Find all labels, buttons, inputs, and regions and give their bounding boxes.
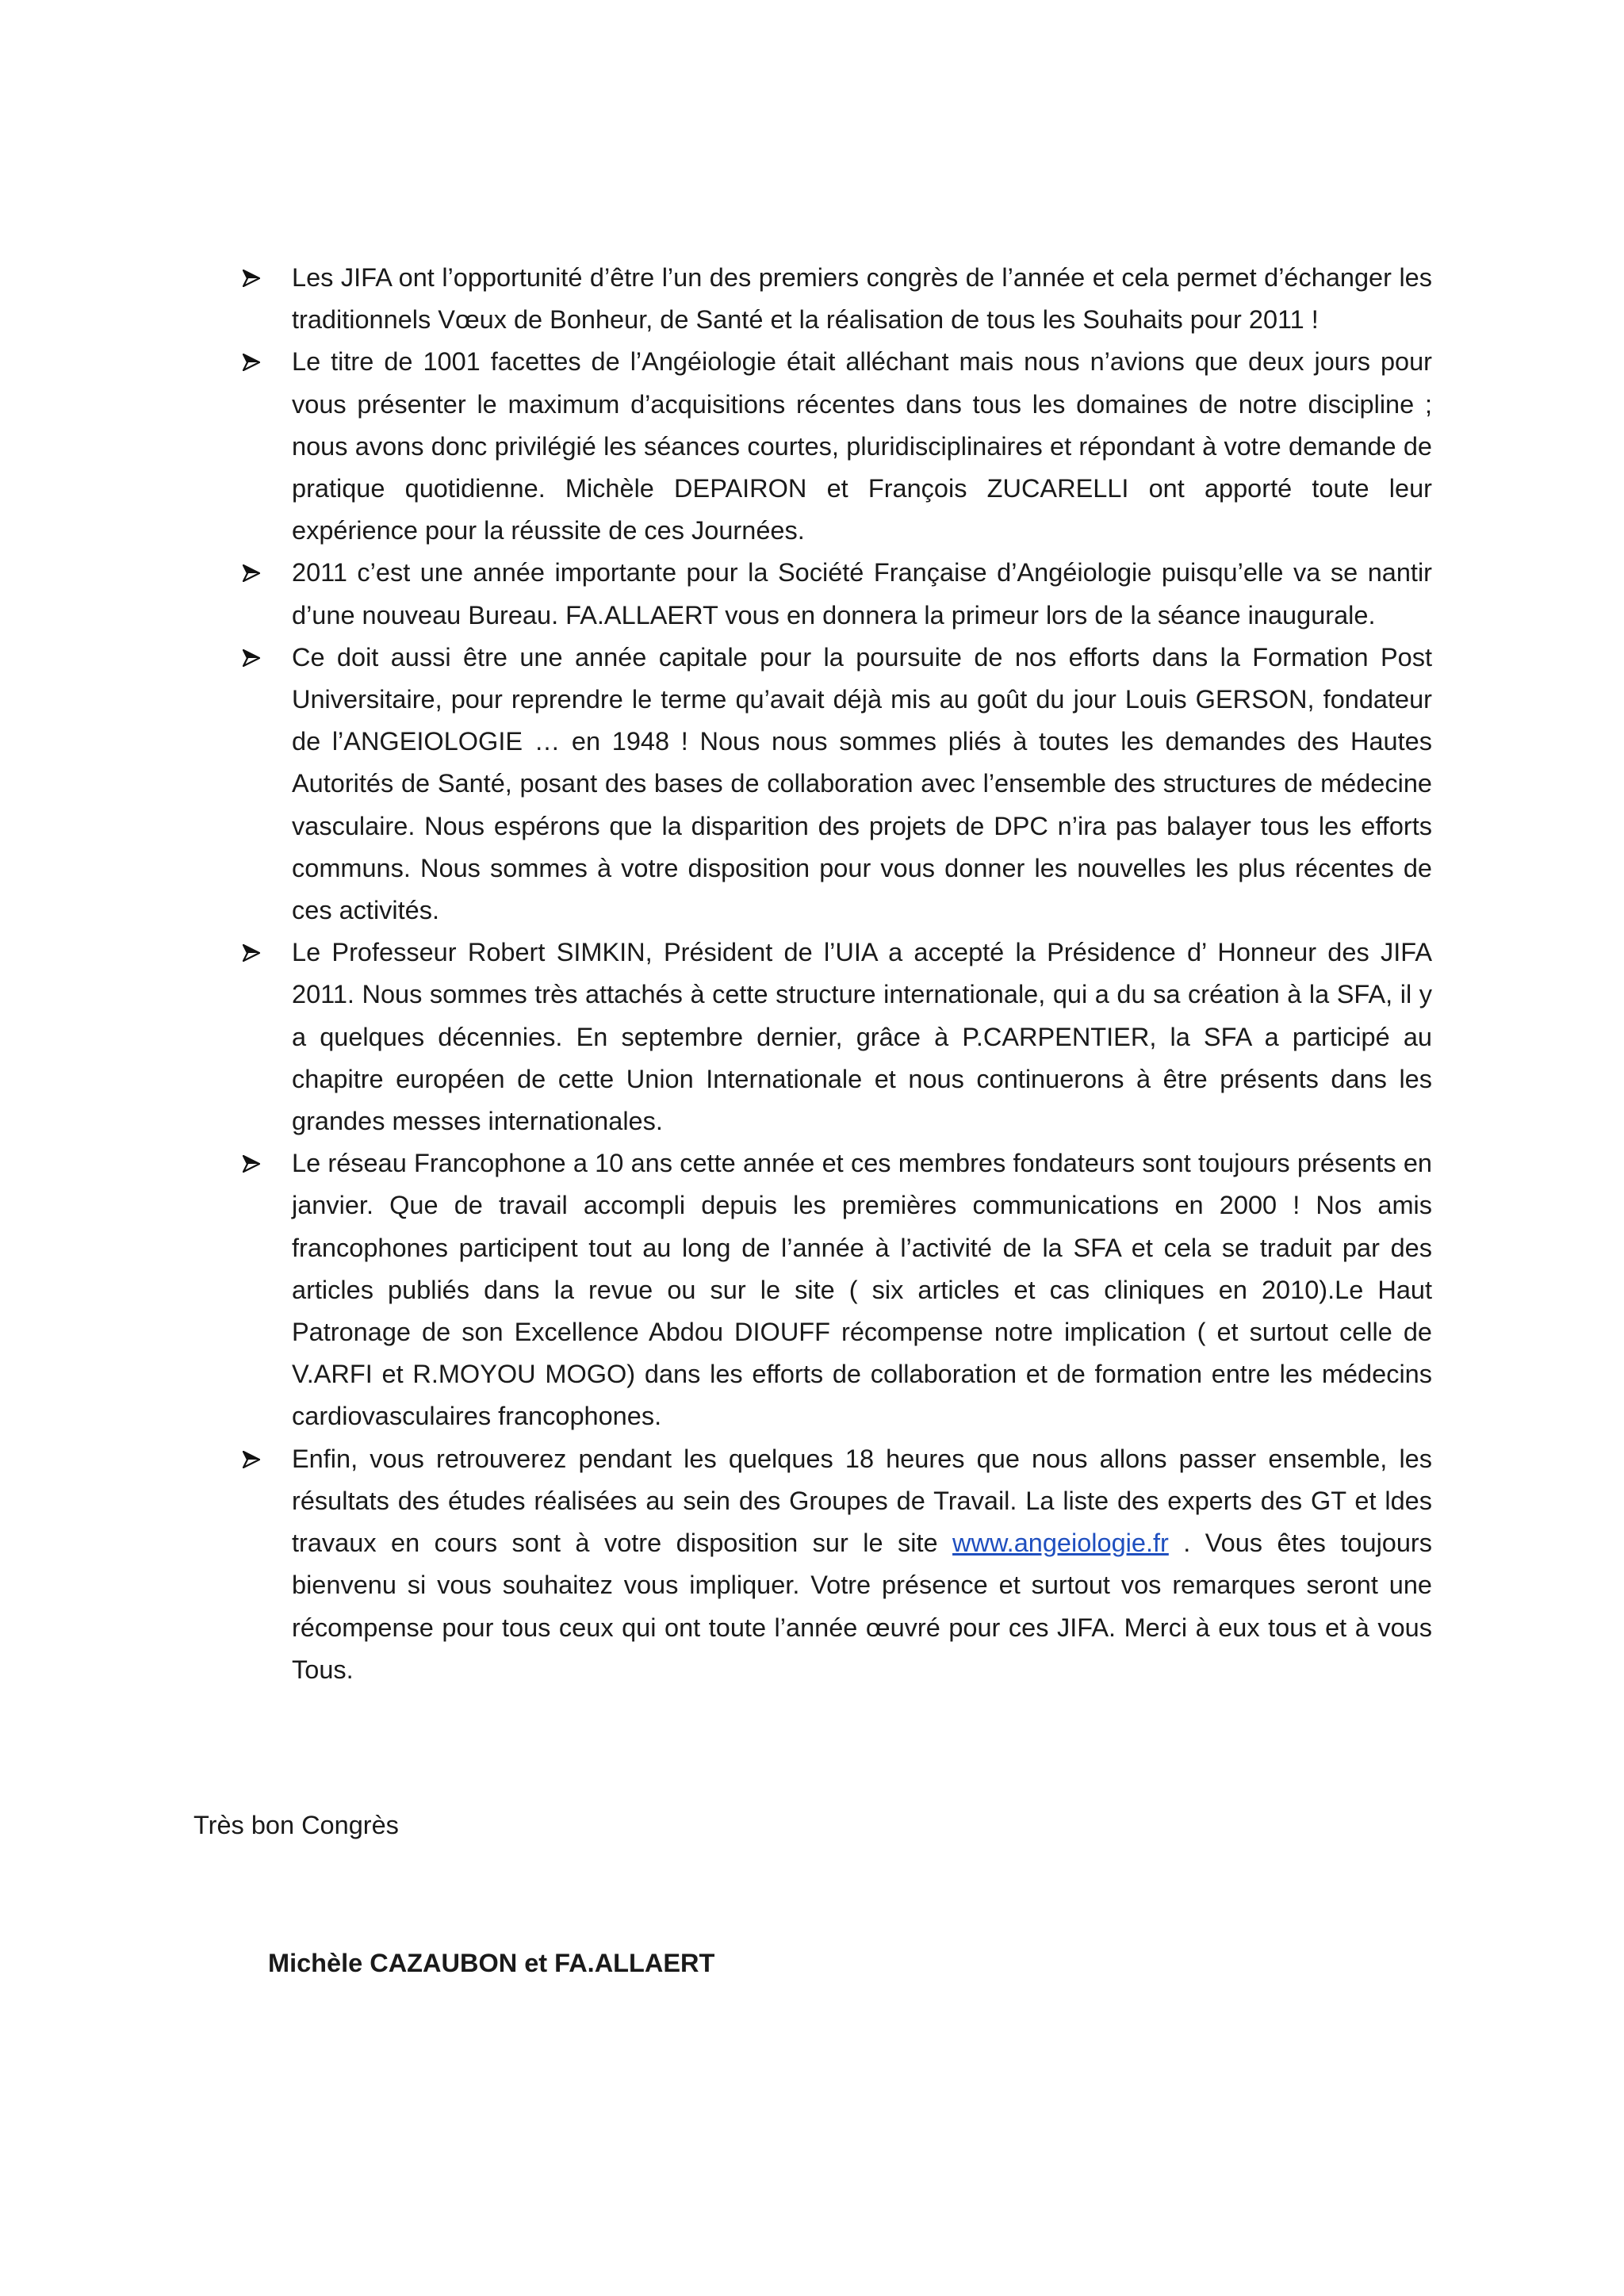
bullet-item-bureau [238,552,1432,636]
bullet-item-francophone [238,1142,1432,1437]
arrowhead-bullet-icon [243,354,260,371]
bullet-text: Le Professeur Robert SIMKIN, Président de l’UIA a accepté la Présidence d’ Honneur des JIFA 2011. Nous sommes très attachés à cette structure internationale, qui a du sa création à la SFA, il y a quelques décennies. En septembre dernier, grâce à P.CARPENTIER, la SFA a participé au chapitre européen de cette Union Internationale et nous continuerons à être présents dans les grandes messes internationales. [292,938,1432,1136]
bullet-text: Le réseau Francophone a 10 ans cette année et ces membres fondateurs sont toujours présents en janvier. Que de travail accompli depuis les premières communications en 2000 ! Nos amis francophones participent tout au long de l’année à l’activité de la SFA et cela se traduit par des articles publiés dans la revue ou sur le site ( six articles et cas cliniques en 2010).Le Haut Patronage de son Excellence Abdou DIOUFF récompense notre implication ( et surtout celle de V.ARFI et R.MOYOU MOGO) dans les efforts de collaboration et de formation entre les médecins cardiovasculaires francophones. [292,1149,1432,1431]
bullet-text [292,1445,1432,1684]
signature: Michèle CAZAUBON et FA.ALLAERT [268,1949,715,1977]
closing-line: Très bon Congrès [193,1811,399,1839]
bullet-text-part: . Vous êtes toujours bienvenu si vous souhaitez vous impliquer. Votre présence et surtout vos remarques seront une récompense pour tous ceux qui ont toute l’année œuvré pour ces JIFA. Merci à eux tous et à vous Tous. [292,1529,1433,1684]
bullet-text: 2011 c’est une année importante pour la Société Française d’Angéiologie puisqu’elle va se nantir d’une nouveau Bureau. FA.ALLAERT vous en donnera la primeur lors de la séance inaugurale. [292,558,1432,629]
bullet-text-part: Enfin, vous retrouverez pendant les quelques 18 heures que nous allons passer ensemble, les résultats des études réalisées au sein des Groupes de Travail. La liste des experts des GT et ldes travaux en cours sont à votre disposition sur le site [292,1444,1432,1558]
bullet-list [238,257,1432,1691]
bullet-text: Le titre de 1001 facettes de l’Angéiologie était alléchant mais nous n’avions que deux jours pour vous présenter le maximum d’acquisitions récentes dans tous les domaines de notre discipline ; nous avons donc privilégié les séances courtes, pluridisciplinaires et répondant à votre demande de pratique quotidienne. Michèle DEPAIRON et François ZUCARELLI ont apporté toute leur expérience pour la réussite de ces Journées. [292,347,1432,545]
bullet-item-formation [238,637,1432,932]
arrowhead-bullet-icon [243,944,260,962]
website-link[interactable]: www.angeiologie.fr [952,1529,1169,1558]
arrowhead-bullet-icon [243,649,260,667]
bullet-item-uia [238,932,1432,1142]
arrowhead-bullet-icon [243,1155,260,1173]
arrowhead-bullet-icon [243,270,260,287]
bullet-item-wishes [238,257,1432,341]
bullet-text: Les JIFA ont l’opportunité d’être l’un des premiers congrès de l’année et cela permet d’échanger les traditionnels Vœux de Bonheur, de Santé et la réalisation de tous les Souhaits pour 2011 ! [292,263,1432,335]
bullet-item-groupes-travail [238,1438,1432,1691]
bullet-text: Ce doit aussi être une année capitale pour la poursuite de nos efforts dans la Formation Post Universitaire, pour reprendre le terme qu’avait déjà mis au goût du jour Louis GERSON, fondateur de l’ANGEIOLOGIE … en 1948 ! Nous nous sommes pliés à toutes les demandes des Hautes Autorités de Santé, posant des bases de collaboration avec l’ensemble des structures de médecine vasculaire. Nous espérons que la disparition des projets de DPC n’ira pas balayer tous les efforts communs. Nous sommes à votre disposition pour vous donner les nouvelles les plus récentes de ces activités. [292,642,1432,925]
bullet-item-facettes [238,341,1432,552]
arrowhead-bullet-icon [243,564,260,582]
arrowhead-bullet-icon [243,1451,260,1468]
